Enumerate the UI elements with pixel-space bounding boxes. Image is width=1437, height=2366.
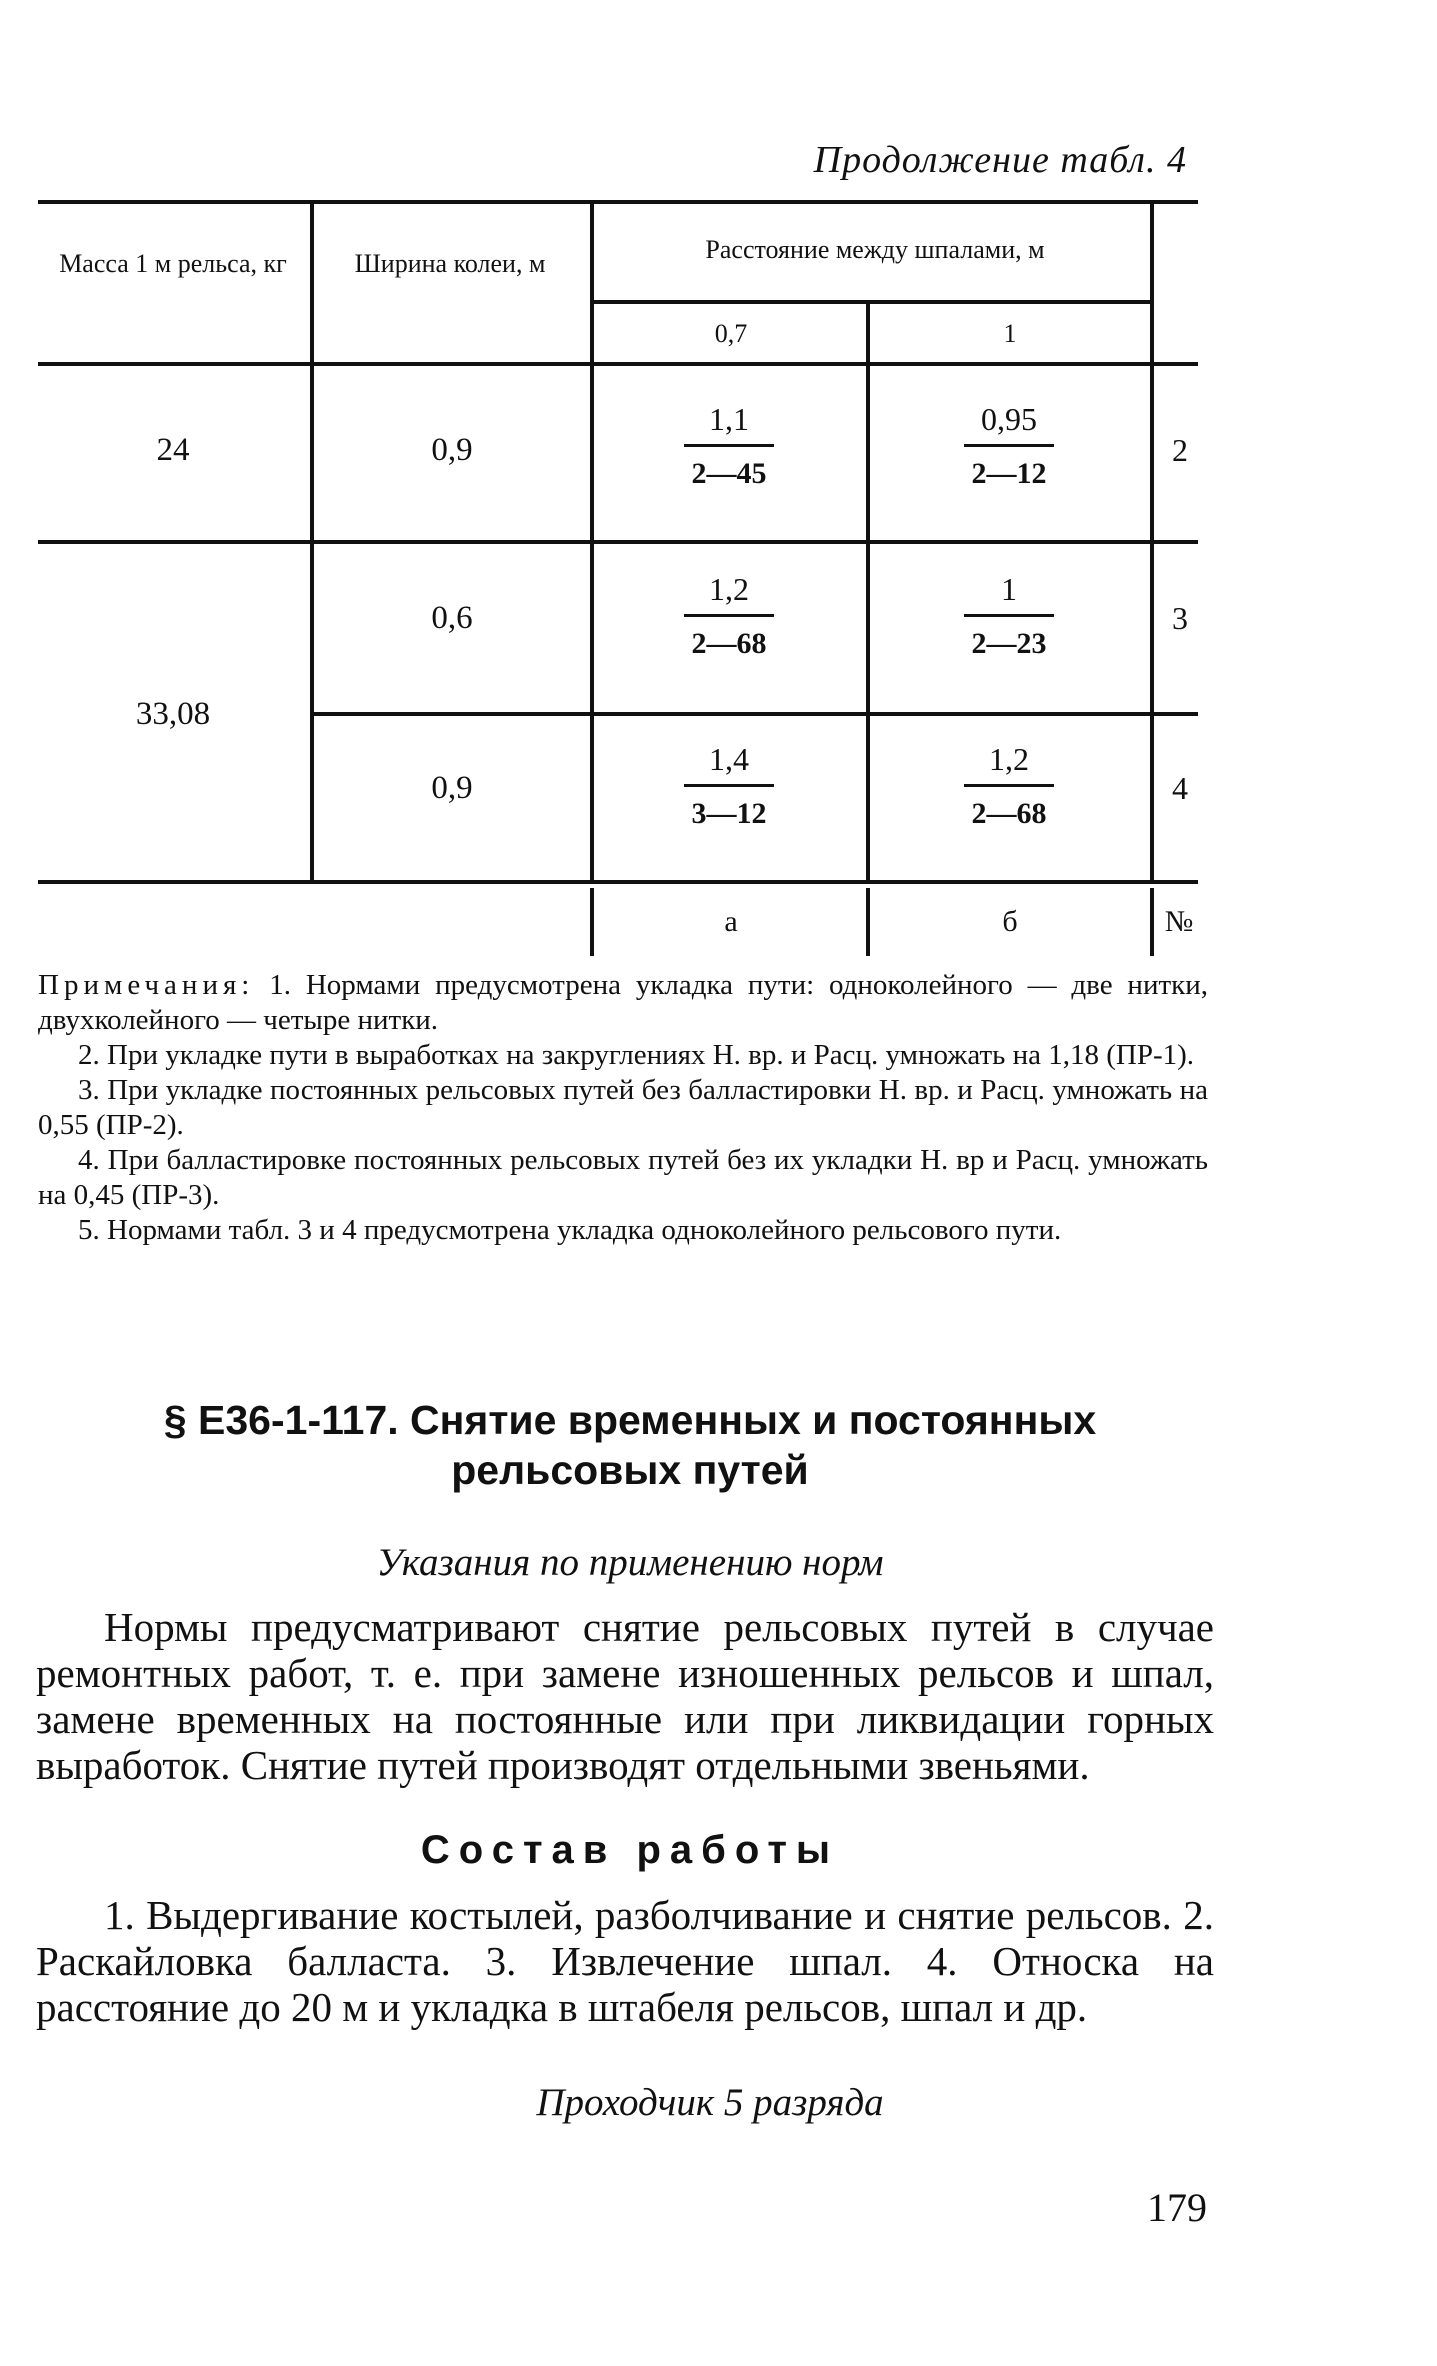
row2-bottom-rule [312, 712, 1198, 716]
subheader-rule [592, 300, 1152, 304]
row2-a-numerator: 1,2 [709, 571, 749, 607]
table-top-rule [38, 200, 1198, 204]
fraction-bar [964, 444, 1054, 447]
note-5: 5. Нормами табл. 3 и 4 предусмотрена укладка одноколейного рельсового пути. [78, 1214, 1062, 1246]
row1-gauge: 0,9 [431, 432, 473, 468]
row2-number: 3 [1172, 600, 1188, 636]
fraction-bar [684, 784, 774, 787]
col-rule-2 [590, 200, 594, 880]
footer-no: № [1164, 905, 1194, 938]
row1-a-denominator: 2—45 [691, 457, 767, 490]
row3-value-b [934, 738, 1084, 833]
note-4: 4. При балластировке постоянных рельсовых путей без их укладки Н. вр и Расц. умножать на 0,45 (ПР-3). [38, 1144, 1208, 1211]
section-title-line-2: рельсовых путей [451, 1447, 809, 1493]
note-2: 2. При укладке пути в выработках на закруглениях Н. вр. и Расц. умножать на 1,18 (ПР-1). [78, 1039, 1195, 1071]
row3-value-a [654, 738, 804, 833]
row3-number: 4 [1172, 770, 1188, 806]
header-spacing: Расстояние между шпалами, м [705, 235, 1045, 264]
row2-value-a [654, 568, 804, 663]
section-title-line-1: § Е36-1-117. Снятие временных и постоянных [163, 1397, 1097, 1443]
note-1 [38, 968, 1208, 1038]
composition-heading: Состав работы [420, 1828, 840, 1872]
row1-value-a [654, 398, 804, 493]
row1-number: 2 [1172, 432, 1188, 468]
row1-value-b [934, 398, 1084, 493]
row1-b-numerator: 0,95 [981, 401, 1037, 437]
header-bottom-rule [38, 362, 1198, 366]
row2-b-denominator: 2—23 [971, 627, 1047, 660]
row3-a-denominator: 3—12 [691, 797, 767, 830]
continuation-label: Продолжение табл. 4 [813, 139, 1187, 181]
notes-label: Примечания: [38, 969, 255, 1001]
row3-gauge: 0,9 [431, 770, 473, 806]
page-number: 179 [1147, 2185, 1207, 2230]
header-spacing-1: 1 [1003, 319, 1017, 348]
row3-a-numerator: 1,4 [709, 741, 749, 777]
section-title [0, 1395, 1260, 1495]
header-spacing-07: 0,7 [714, 319, 748, 348]
worker-grade: Проходчик 5 разряда [536, 2081, 884, 2124]
row2-value-b [934, 568, 1084, 663]
row2-gauge: 0,6 [431, 600, 473, 636]
fraction-bar [964, 784, 1054, 787]
note-3: 3. При укладке постоянных рельсовых путей без балластировки Н. вр. и Расц. умножать на 0,55 (ПР-2). [38, 1074, 1208, 1141]
fraction-bar [684, 444, 774, 447]
fraction-bar [684, 614, 774, 617]
row2-b-numerator: 1 [1001, 571, 1017, 607]
notes-block [38, 968, 1208, 1248]
guidance-text-block [36, 1604, 1214, 1788]
row1-bottom-rule [38, 540, 1198, 544]
row2-3-mass: 33,08 [135, 696, 211, 732]
row1-a-numerator: 1,1 [709, 401, 749, 437]
footer-b: б [1002, 905, 1018, 938]
row3-b-numerator: 1,2 [989, 741, 1029, 777]
composition-text-block [36, 1892, 1214, 2030]
guidance-text: Нормы предусматривают снятие рельсовых путей в случае ремонтных работ, т. е. при замене изношенных рельсов и шпал, замене временных на постоянные или при ликвидации горных выработок. Снятие путей производят отдельными звеньями. [36, 1604, 1214, 1788]
footer-rule-1 [590, 888, 594, 956]
fraction-bar [964, 614, 1054, 617]
footer-a: а [724, 905, 738, 938]
row3-b-denominator: 2—68 [971, 797, 1047, 830]
row1-mass: 24 [156, 432, 190, 468]
col-rule-3 [866, 300, 870, 880]
header-gauge: Ширина колеи, м [354, 249, 546, 278]
row2-a-denominator: 2—68 [691, 627, 767, 660]
note-1-text: 1. Нормами предусмотрена укладка пути: одноколейного — две нитки, двухколейного — четыре нитки. [38, 969, 1208, 1036]
row1-b-denominator: 2—12 [971, 457, 1047, 490]
header-mass: Масса 1 м рельса, кг [59, 249, 287, 278]
guidance-heading: Указания по применению норм [376, 1541, 884, 1584]
body-bottom-rule [38, 880, 1198, 884]
norms-table [0, 0, 1437, 960]
col-rule-4 [1150, 200, 1154, 880]
composition-text: 1. Выдергивание костылей, разболчивание и снятие рельсов. 2. Раскайловка балласта. 3. Извлечение шпал. 4. Относка на расстояние до 20 м и укладка в штабеля рельсов, шпал и др. [36, 1892, 1214, 2030]
